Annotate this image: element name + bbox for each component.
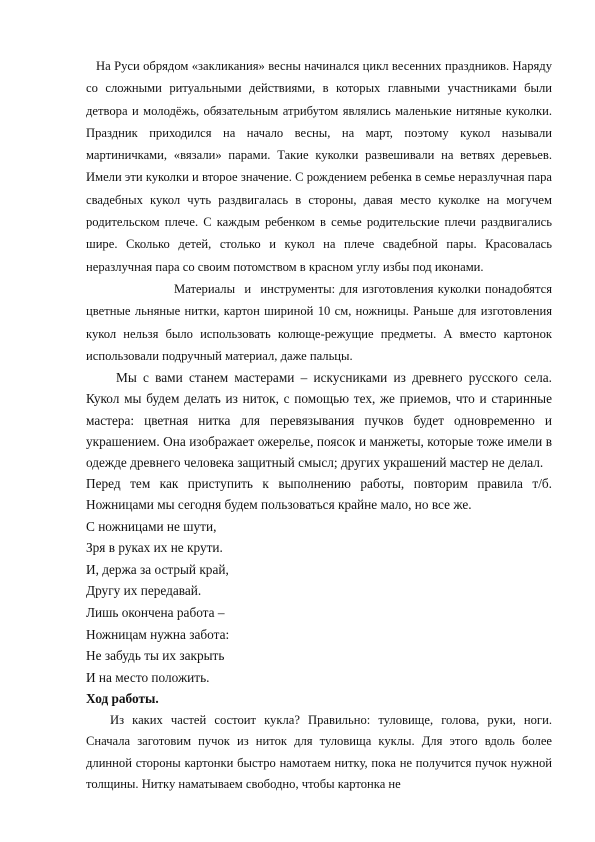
poem-line: Лишь окончена работа – xyxy=(86,604,225,620)
materials-section xyxy=(86,278,552,367)
poem-line: Зря в руках их не крути. xyxy=(86,540,223,556)
document-body xyxy=(86,55,552,796)
paragraph-intro: На Руси обрядом «закликания» весны начинался цикл весенних праздников. Наряду со сложными ритуальными действиями, в которых главными участниками были детвора и молодёжь, обязательным атрибутом являлись маленькие нитяные куколки. Праздник приходился на начало весны, на март, поэтому кукол называли мартиничками, «вязали» парами. Такие куколки развешивали на ветвях деревьев. Имели эти куколки и второе значение. С рождением ребенка в семье неразлучная пара свадебных кукол чуть раздвигалась в стороны, давая место куколке на могучем родительском плече. С каждым ребенком в семье родительские плечи раздвигались шире. Сколько детей, столько и кукол на плече свадебной пары. Красовалась неразлучная пара со своим потомством в красном углу избы под иконами. xyxy=(86,59,552,274)
paragraph-materials xyxy=(86,278,552,367)
section-heading: Ход работы. xyxy=(86,691,159,707)
intro-section xyxy=(86,55,552,278)
work-section xyxy=(86,710,552,796)
poem-line: Не забудь ты их закрыть xyxy=(86,648,225,664)
poem-line: И на место положить. xyxy=(86,669,210,685)
paragraph-work: Из каких частей состоит кукла? Правильно: туловище, голова, руки, ноги. Сначала заготовим пучок из ниток для туловища куклы. Для этого вдоль более длинной стороны картонки быстро намотаем нитку, пока не получится пучок нужной толщины. Нитку наматываем свободно, чтобы картонка не xyxy=(86,712,552,792)
poem-line: Ножницам нужна забота: xyxy=(86,626,230,642)
materials-label: Материалы и инструменты xyxy=(174,281,332,296)
paragraph-masters: Мы с вами станем мастерами – искусниками из древнего русского села. Кукол мы будем делать из ниток, с помощью тех, же приемов, что и старинные мастера: цветная нитка для перевязывания пучков будет одновременно и украшением. Она изображает ожерелье, поясок и манжеты, которые тоже имели в одежде древнего человека защитный смысл; других украшений мастер не делал. xyxy=(86,370,552,470)
poem-line: Другу их передавай. xyxy=(86,583,202,599)
lesson-section xyxy=(86,367,552,709)
paragraph-safety: Перед тем как приступить к выполнению работы, повторим правила т/б. Ножницами мы сегодня будем пользоваться крайне мало, но все же. xyxy=(86,476,552,513)
poem-line: С ножницами не шути, xyxy=(86,518,217,534)
safety-poem xyxy=(86,516,552,689)
materials-text: : для изготовления куколки понадобятся цветные льняные нитки, картон шириной 10 см, ножницы. Раньше для изготовления кукол нельзя было использовать колюще-режущие предметы. А вместо картонок использовали подручный материал, даже пальцы. xyxy=(86,281,552,363)
poem-line: И, держа за острый край, xyxy=(86,561,229,577)
